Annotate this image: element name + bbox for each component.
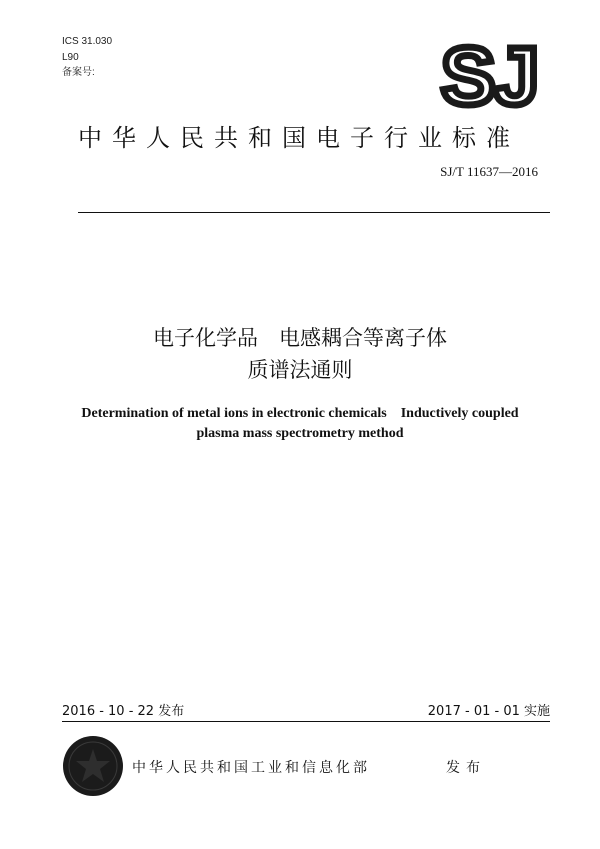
english-title-line-1: Determination of metal ions in electronic chemicals Inductively coupled: [81, 406, 519, 421]
chinese-title-line-1: 电子化学品 电感耦合等离子体: [153, 326, 447, 350]
publish-date: 2016 - 10 - 22 发布: [62, 704, 185, 719]
sj-logo-text: SJ: [440, 40, 538, 112]
ics-code: ICS 31.030: [62, 36, 113, 47]
chinese-title-line-2: 质谱法通则: [247, 358, 353, 382]
classification-code: L90: [62, 52, 79, 63]
footer-divider: [62, 721, 550, 722]
english-title-line-2: plasma mass spectrometry method: [196, 426, 404, 441]
effective-date: 2017 - 01 - 01 实施: [427, 704, 550, 719]
standard-category-name: 中华人民共和国电子行业标准: [78, 124, 520, 152]
issue-label: 发布: [446, 760, 486, 776]
sj-logo: [430, 40, 548, 112]
header-divider: [78, 212, 550, 213]
filing-number-label: 备案号:: [62, 67, 95, 78]
seal-stamp: [62, 735, 124, 797]
standard-number: SJ/T 11637—2016: [440, 164, 538, 179]
issuing-authority: 中华人民共和国工业和信息化部: [132, 760, 370, 776]
